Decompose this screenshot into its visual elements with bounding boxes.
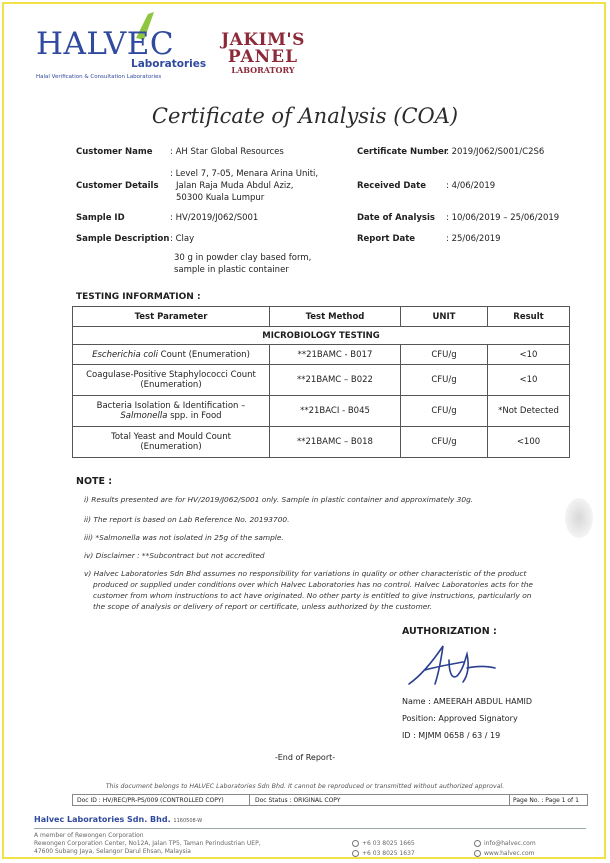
col-result: Result [488,307,570,327]
end-of-report: -End of Report- [274,753,336,762]
note-1: i) Results presented are for HV/2019/J062/S001 only. Sample in plastic container and approximately 30g. [84,495,474,504]
sample-id-value: : HV/2019/J062/S001 [170,213,259,223]
page-title: Certificate of Analysis (COA) [151,104,459,128]
phone-contact [352,840,415,847]
unit-cell: CFU/g [401,345,488,365]
authorization-heading: AUTHORIZATION : [402,626,497,637]
address-line: 47600 Subang Jaya, Selangor Darul Ehsan, Malaysia [34,848,191,855]
received-date-value: : 4/06/2019 [446,181,496,191]
halvec-logo [36,8,216,80]
fax-icon [352,850,359,857]
logo-main-text: HALVEC [36,26,175,62]
col-test-method: Test Method [270,307,401,327]
doc-status: Doc Status : ORIGINAL COPY [255,797,341,804]
section-row [73,327,570,345]
signatory-position: Position: Approved Signatory [402,714,518,723]
note-4: iv) Disclaimer : **Subcontract but not accredited [84,551,265,560]
test-method-cell: **21BAMC – B022 [270,365,401,396]
logo-tagline: Halal Verification & Consultation Laboratories [36,74,162,80]
note-heading: NOTE : [76,476,113,487]
panel-line1: JAKIM'S [221,30,305,50]
parameter-text: (Enumeration) [140,380,202,390]
certificate-number-value: : 2019/J062/S001/C2S6 [446,147,545,157]
company-registration: 1160508-W [173,818,203,824]
globe-icon [474,850,481,857]
result-cell: <10 [488,345,570,365]
parameter-text: Count (Enumeration) [157,349,250,360]
parameter-text: spp. in Food [167,411,222,421]
panel-line2: PANEL [227,47,299,67]
note-3: iii) *Salmonella was not isolated in 25g of the sample. [84,533,284,542]
parameter-italic: Salmonella [120,411,168,421]
table-row [73,396,570,427]
doc-id: Doc ID : HV/REC/PR-PS/009 (CONTROLLED COPY) [77,797,224,804]
address-line: Rewongen Corporation Center, No12A, Jalan TP5, Taman Perindustrian UEP, [34,840,261,847]
unit-cell: CFU/g [401,427,488,458]
report-date-value: : 25/06/2019 [446,234,501,244]
logo-sub-text: Laboratories [131,58,207,70]
signatory-name: Name : AMEERAH ABDUL HAMID [402,697,533,706]
page-number: Page No. : Page 1 of 1 [513,797,579,804]
unit-cell: CFU/g [401,365,488,396]
divider [34,828,586,829]
email-contact[interactable] [474,840,536,847]
report-date-label: Report Date [357,234,416,244]
email-icon [474,840,481,847]
signatory-id: ID : MJMM 0658 / 63 / 19 [402,731,501,740]
web-contact[interactable] [474,850,535,857]
received-date-label: Received Date [357,181,426,191]
signature [405,640,515,692]
divider [509,795,510,805]
note-2: ii) The report is based on Lab Reference No. 20193700. [84,515,290,524]
jakim-panel-logo [213,32,313,74]
address-line3: 50300 Kuala Lumpur [176,193,265,203]
note-5-line1: v) Halvec Laboratories Sdn Bhd assumes no responsibility for variations in quality or other characteristic of the product [84,569,527,578]
testing-heading: TESTING INFORMATION : [76,292,201,302]
test-method-cell: **21BACI - B045 [270,396,401,427]
ownership-disclaimer: This document belongs to HALVEC Laboratories Sdn Bhd. It cannot be reproduced or transmitted without authorized approval. [105,783,505,790]
parameter-text: Total Yeast and Mould Count [111,432,231,442]
sample-description-value: : Clay [170,234,195,244]
parameter-text: (Enumeration) [140,442,202,452]
parameter-italic: Escherichia coli [92,349,158,360]
test-method-cell: **21BAMC – B018 [270,427,401,458]
note-5-line2: produced or supplied under conditions over which Halvec Laboratories has no control. Halvec Laboratories acts for the [93,580,533,589]
customer-details-label: Customer Details [76,181,159,191]
address-line1: : Level 7, 7-05, Menara Arina Uniti, [170,169,319,179]
test-parameter-cell [73,396,270,427]
divider [249,795,250,805]
results-table [72,306,570,458]
unit-cell: CFU/g [401,396,488,427]
col-unit: UNIT [401,307,488,327]
sample-description-extra2: sample in plastic container [174,265,289,275]
document-control-bar [72,794,588,806]
phone-number: +6 03 8025 1665 [362,840,415,847]
analysis-date-label: Date of Analysis [357,213,435,223]
parameter-text: Coagulase-Positive Staphylococci Count [86,370,256,380]
scan-smudge [565,498,593,538]
test-parameter-cell [73,345,270,365]
result-cell: <10 [488,365,570,396]
table-header-row [73,307,570,327]
fax-number: +6 03 8025 1637 [362,850,415,857]
note-5-line4: the scope of analysis or delivery of report or certificate, unless authorized by the customer. [93,602,433,611]
certificate-number-label: Certificate Number [357,147,449,157]
parameter-text: Bacteria Isolation & Identification – [96,401,246,411]
address-line2: Jalan Raja Muda Abdul Aziz, [176,181,294,191]
customer-name-label: Customer Name [76,147,153,157]
address-line: A member of Rewongen Corporation [34,832,144,839]
result-cell: <100 [488,427,570,458]
col-test-parameter: Test Parameter [73,307,270,327]
test-parameter-cell [73,365,270,396]
section-title: MICROBIOLOGY TESTING [73,327,570,345]
note-5-line3: customer from whom instructions to act have originated. No other party is entitled to give instructions, particularly on [93,591,532,600]
company-name [34,815,202,824]
fax-contact [352,850,415,857]
website-link[interactable]: www.halvec.com [484,850,535,857]
sample-description-extra1: 30 g in powder clay based form, [174,253,312,263]
result-cell: *Not Detected [488,396,570,427]
panel-line3: LABORATORY [231,65,295,75]
analysis-date-value: : 10/06/2019 – 25/06/2019 [446,213,560,223]
company-name-text: Halvec Laboratories Sdn. Bhd. [34,815,171,824]
phone-icon [352,840,359,847]
table-row [73,365,570,396]
sample-id-label: Sample ID [76,213,125,223]
test-parameter-cell [73,427,270,458]
test-method-cell: **21BAMC - B017 [270,345,401,365]
email-address[interactable]: info@halvec.com [484,840,536,847]
sample-description-label: Sample Description [76,234,170,244]
customer-name-value: : AH Star Global Resources [170,147,284,157]
table-row [73,345,570,365]
table-row [73,427,570,458]
